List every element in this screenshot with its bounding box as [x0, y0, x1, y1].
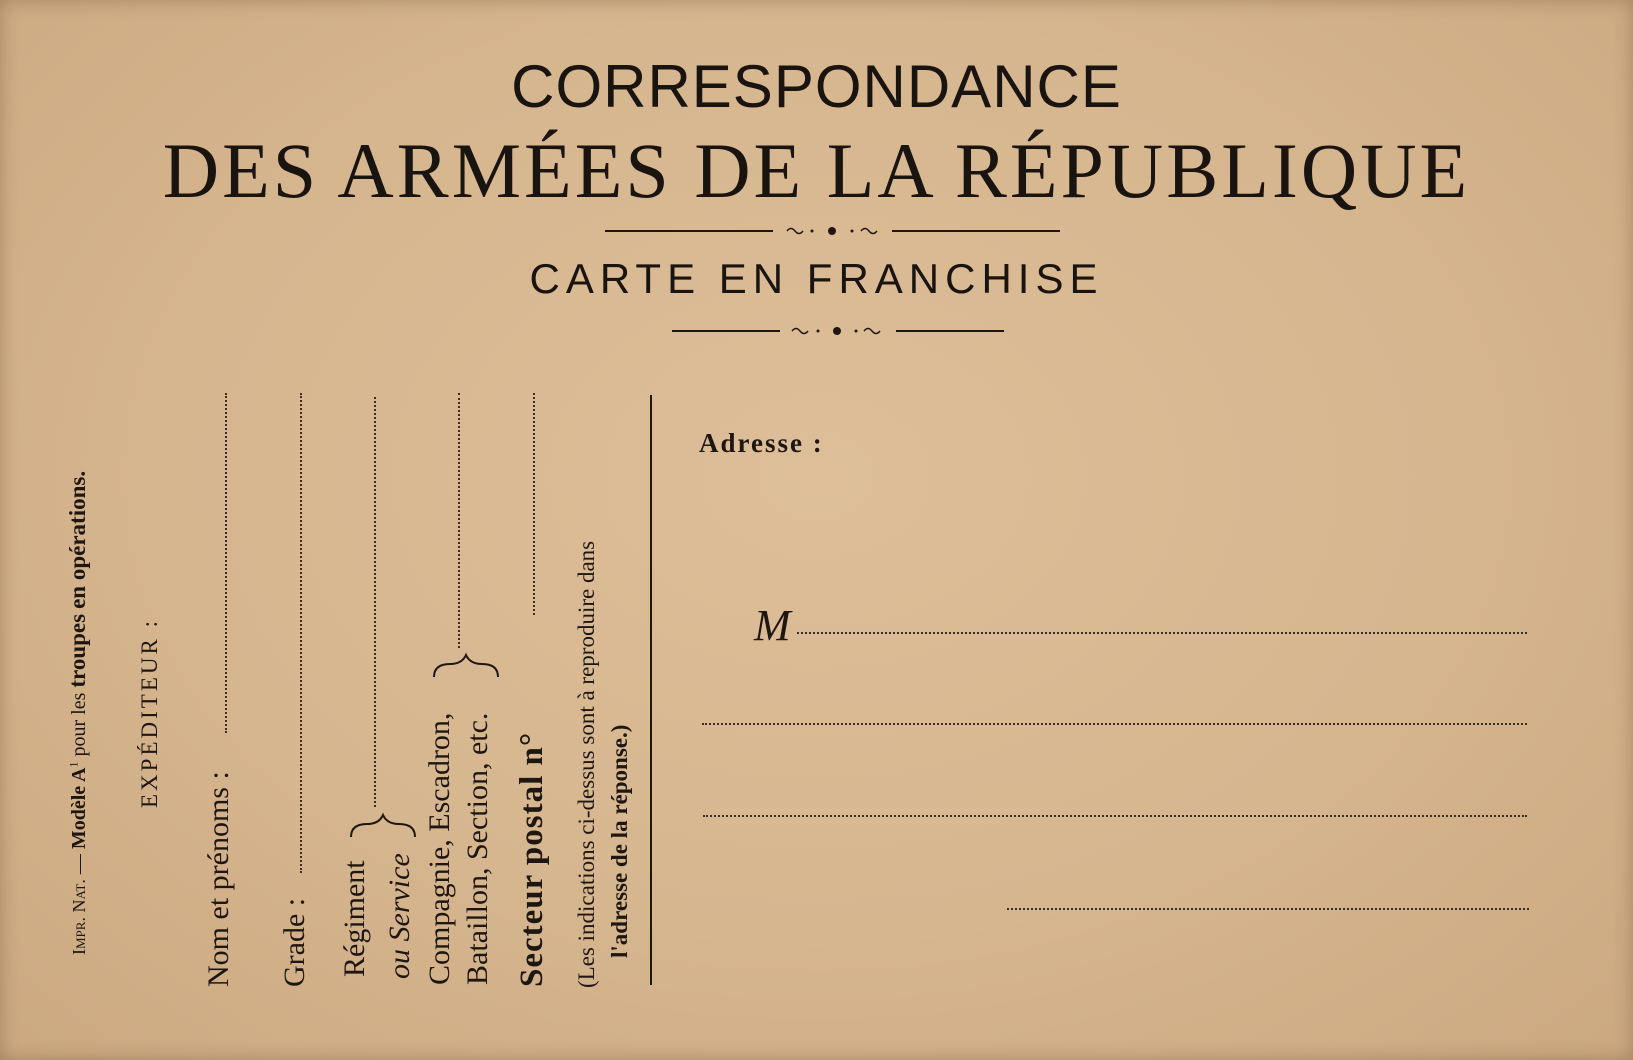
column-divider — [650, 395, 652, 985]
regiment-field[interactable] — [374, 397, 376, 807]
regiment-label: Régiment — [338, 860, 371, 977]
address-m-label: M — [754, 601, 791, 650]
reply-note-line1: (Les indications ci-dessus sont à reproduire dans — [574, 540, 599, 988]
bataillon-label: Bataillon, Section, etc. — [461, 712, 494, 985]
nom-field[interactable] — [225, 393, 227, 733]
model-superscript: 1 — [66, 761, 81, 768]
note-troupes: troupes — [65, 613, 90, 688]
address-line-1[interactable] — [797, 632, 1527, 634]
title-armees: DES ARMÉES DE LA RÉPUBLIQUE — [162, 127, 1471, 214]
title-carte-franchise: CARTE EN FRANCHISE — [529, 255, 1104, 302]
address-line-2[interactable] — [702, 723, 1527, 725]
secteur-label: Secteur postal n° — [514, 731, 550, 987]
printer-mark: Impr. Nat. — [69, 879, 89, 955]
secteur-field[interactable] — [533, 393, 535, 615]
address-line-3[interactable] — [703, 815, 1527, 817]
note-dash: — — [68, 854, 90, 875]
note-operations: en opérations. — [65, 470, 90, 609]
ornament-divider-bottom — [672, 323, 1004, 339]
ornament-divider-top — [605, 222, 1060, 238]
sender-heading: EXPÉDITEUR : — [137, 618, 162, 808]
nom-label: Nom et prénoms : — [202, 771, 235, 987]
service-label: ou Service — [383, 853, 416, 979]
title-correspondance: CORRESPONDANCE — [511, 53, 1122, 120]
note-pour-les: pour les — [68, 692, 90, 757]
compagnie-field[interactable] — [458, 393, 460, 648]
address-label: Adresse : — [699, 428, 824, 458]
regiment-brace-icon — [349, 812, 419, 842]
compagnie-label: Compagnie, Escadron, — [423, 712, 456, 985]
compagnie-brace-icon — [432, 652, 502, 682]
address-line-4[interactable] — [1007, 908, 1529, 910]
model-name: Modèle A — [68, 767, 90, 850]
grade-label: Grade : — [278, 897, 311, 987]
grade-field[interactable] — [300, 393, 302, 873]
reply-note-line2: l'adresse de la réponse.) — [607, 724, 632, 958]
side-printer-note — [66, 471, 89, 955]
